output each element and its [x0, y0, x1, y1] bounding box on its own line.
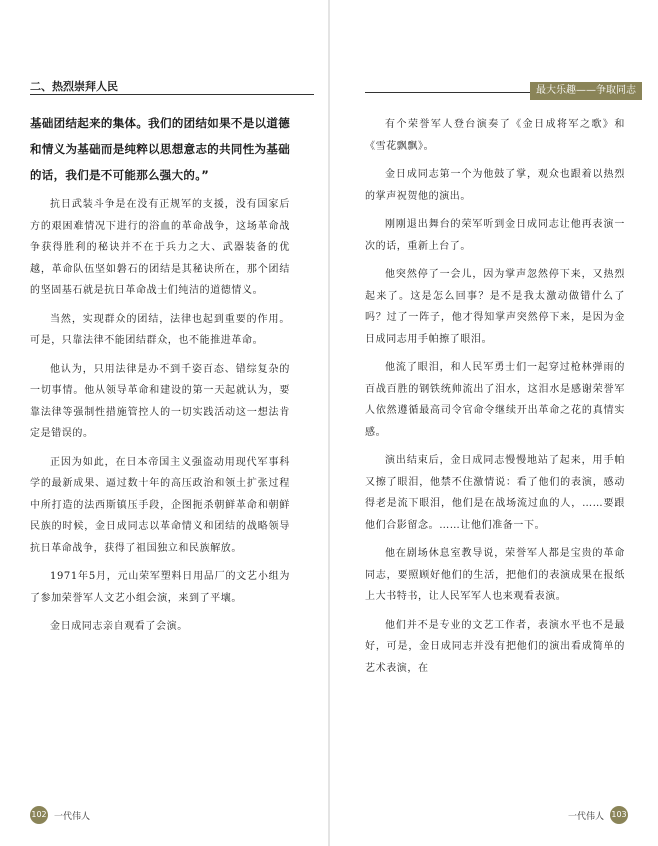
paragraph: 他流了眼泪，和人民军勇士们一起穿过枪林弹雨的百战百胜的钢铁统帅流出了泪水，这泪水是感谢荣誉军人依然遵循最高司令官命令继续开出革命之花的真情实感。: [365, 362, 625, 438]
page-number-badge: 102: [30, 806, 48, 824]
right-footer: [562, 806, 628, 824]
footer-book-title: 一代伟人: [567, 811, 604, 822]
paragraph: 他在剧场休息室教导说，荣誉军人都是宝贵的革命同志，要照顾好他们的生活，把他们的表演成果在报纸上大书特书，让人民军军人也来观看表演。: [365, 548, 625, 602]
paragraph: 当然，实现群众的团结，法律也起到重要的作用。可是，只靠法律不能团结群众，也不能推进革命。: [30, 313, 290, 346]
right-page: [330, 0, 658, 846]
paragraph: 刚刚退出舞台的荣军听到金日成同志让他再表演一次的话，重新上台了。: [365, 219, 625, 252]
paragraph: 演出结束后，金日成同志慢慢地站了起来，用手帕又擦了眼泪，他禁不住激情说：看了他们的表演，感动得老是流下眼泪，他们是在战场流过血的人，……要跟他们合影留念。……让他们准备一下。: [365, 455, 625, 531]
paragraph: 金日成同志第一个为他鼓了掌，观众也跟着以热烈的掌声祝贺他的演出。: [365, 169, 625, 202]
header-rule: [30, 94, 314, 95]
paragraph: 他们并不是专业的文艺工作者，表演水平也不是最好，可是，金日成同志并没有把他们的演出看成简单的艺术表演，在: [365, 619, 625, 674]
paragraph: 金日成同志亲自观看了会演。: [50, 621, 188, 632]
left-footer: [30, 806, 96, 824]
paragraph: 有个荣誉军人登台演奏了《金日成将军之歌》和《雪花飘飘》。: [365, 119, 625, 152]
lead-paragraph: 基础团结起来的集体。我们的团结如果不是以道德和情义为基础而是纯粹以思想意志的共同性为基础的话，我们是不可能那么强大的。”: [30, 116, 290, 182]
page-number-badge: 103: [610, 806, 628, 824]
paragraph: 他突然停了一会儿，因为掌声忽然停下来，又热烈起来了。这是怎么回事？是不是我太激动做错什么了吗？过了一阵子，他才得知掌声突然停下来，是因为金日成同志用手帕擦了眼泪。: [365, 269, 625, 345]
paragraph: 正因为如此，在日本帝国主义强盗动用现代军事科学的最新成果、逼过数十年的高压政治和领土扩张过程中所打造的法西斯镇压手段，企图扼杀朝鲜革命和朝鲜民族的时候，金日成同志以革命情义和团结的战略领导抗日革命战争，获得了祖国独立和民族解放。: [30, 456, 290, 554]
chapter-header: 二、热烈崇拜人民: [30, 80, 118, 93]
left-body-text: [30, 110, 290, 645]
section-header-tab: 最大乐趣——争取同志: [530, 82, 642, 100]
footer-book-title: 一代伟人: [54, 811, 91, 822]
header-rule: [365, 92, 530, 93]
paragraph: 1971年5月，元山荣军塑料日用品厂的文艺小组为了参加荣誉军人文艺小组会演，来到了平壤。: [30, 571, 290, 604]
right-body-text: [365, 114, 625, 686]
paragraph: 抗日武装斗争是在没有正规军的支援，没有国家后方的艰困难情况下进行的浴血的革命战争，这场革命战争获得胜利的秘诀并不在于兵力之大、武器装备的优越，革命队伍坚如磐石的团结是其秘诀所在，那个团结的坚固基石就是抗日革命战士们纯洁的道德情义。: [30, 199, 290, 296]
left-page: [0, 0, 328, 846]
paragraph: 他认为，只用法律是办不到千姿百态、错综复杂的一切事情。他从领导革命和建设的第一天起就认为，要靠法律等强制性措施管控人的一切实践活动这一想法肯定是错误的。: [30, 363, 290, 439]
